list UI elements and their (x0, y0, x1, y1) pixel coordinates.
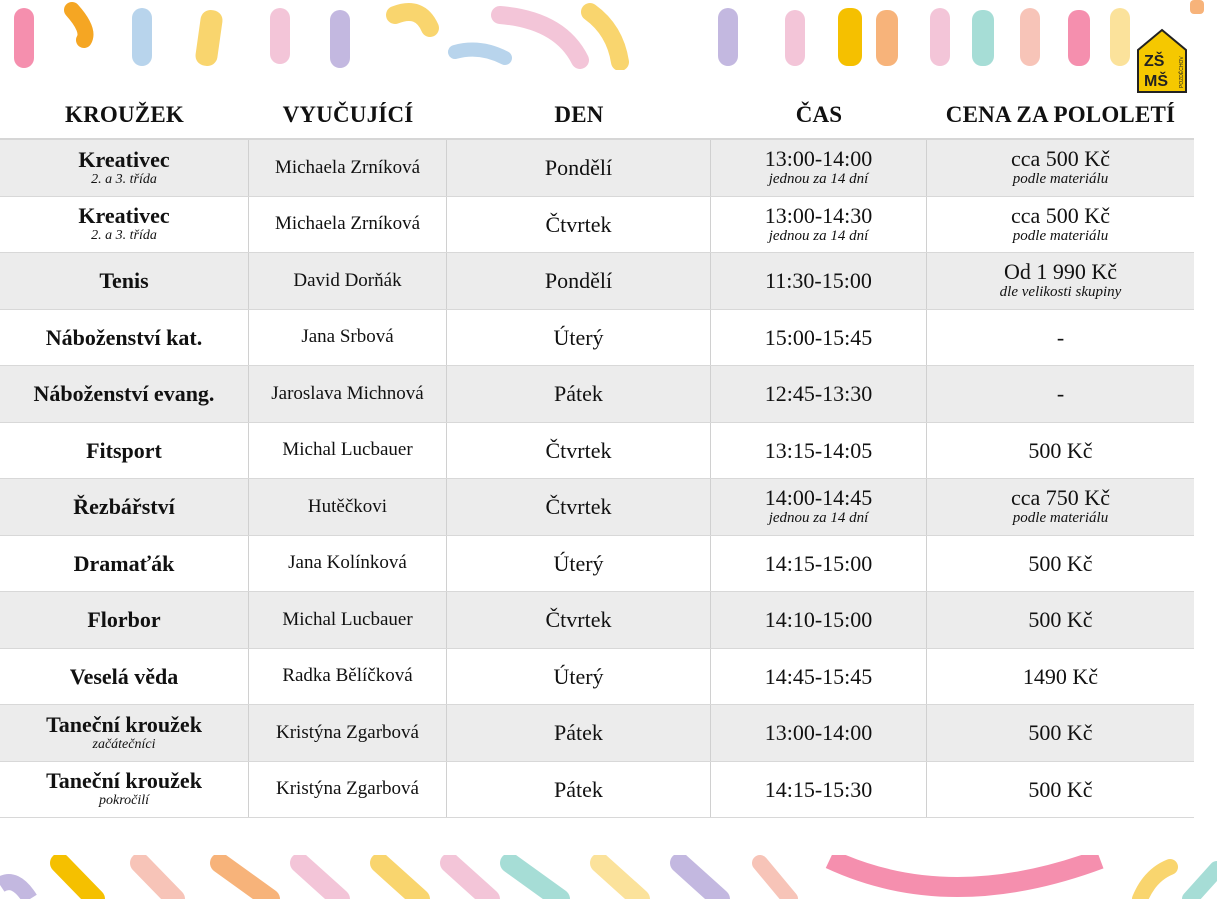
price-note: podle materiálu (1012, 227, 1109, 244)
price-value: 500 Kč (1028, 550, 1093, 576)
time-value: 15:00-15:45 (764, 324, 873, 350)
day-value: Čtvrtek (545, 607, 612, 633)
cell-teacher (249, 762, 447, 818)
day-value: Pondělí (544, 155, 613, 181)
cell-day (447, 423, 711, 479)
club-name: Řezbářství (73, 494, 175, 520)
day-value: Pátek (554, 776, 603, 802)
price-value: 500 Kč (1028, 776, 1093, 802)
teacher-name: Jana Kolínková (288, 552, 407, 574)
header-price: CENA ZA POLOLETÍ (945, 102, 1176, 127)
price-value: 1490 Kč (1022, 663, 1099, 689)
cell-teacher (249, 140, 447, 196)
table-row (0, 423, 1194, 480)
cell-teacher (249, 649, 447, 705)
price-note: podle materiálu (1012, 171, 1109, 188)
decorative-bottom-strip (0, 855, 1217, 899)
cell-time (711, 423, 927, 479)
table-row (0, 649, 1194, 706)
cell-day (447, 310, 711, 366)
cell-time (711, 310, 927, 366)
price-value: - (1056, 324, 1065, 350)
time-value: 14:45-15:45 (764, 663, 873, 689)
cell-club (0, 479, 249, 535)
club-name: Fitsport (86, 437, 162, 463)
cell-teacher (249, 253, 447, 309)
day-value: Pátek (554, 720, 603, 746)
day-value: Čtvrtek (545, 494, 612, 520)
day-value: Pátek (554, 381, 603, 407)
day-value: Čtvrtek (545, 211, 612, 237)
cell-price (927, 479, 1194, 535)
table-row (0, 366, 1194, 423)
club-name: Taneční kroužek (46, 711, 202, 737)
cell-day (447, 479, 711, 535)
cell-day (447, 366, 711, 422)
price-note: dle velikosti skupiny (999, 284, 1122, 301)
time-value: 13:00-14:00 (764, 720, 873, 746)
price-note: podle materiálu (1012, 510, 1109, 527)
day-value: Úterý (553, 324, 604, 350)
teacher-name: Michaela Zrníková (274, 156, 421, 178)
club-name: Náboženství kat. (45, 324, 203, 350)
day-value: Úterý (553, 550, 604, 576)
cell-time (711, 762, 927, 818)
time-note: jednou za 14 dní (768, 227, 869, 244)
logo-vertical: POZDĚCHOV (1179, 56, 1185, 88)
cell-time (711, 479, 927, 535)
club-name: Dramaťák (73, 550, 175, 576)
cell-teacher (249, 310, 447, 366)
cell-time (711, 366, 927, 422)
header-time: ČAS (795, 102, 843, 127)
cell-price (927, 140, 1194, 196)
table-row (0, 536, 1194, 593)
teacher-name: Kristýna Zgarbová (276, 778, 419, 800)
cell-club (0, 310, 249, 366)
cell-day (447, 197, 711, 253)
club-name: Florbor (87, 607, 161, 633)
club-subtitle: začátečníci (92, 736, 156, 752)
cell-time (711, 705, 927, 761)
header-teacher: VYUČUJÍCÍ (282, 102, 414, 127)
table-row (0, 140, 1194, 197)
cell-teacher (249, 366, 447, 422)
logo-zs: ZŠ (1144, 53, 1165, 70)
cell-day (447, 762, 711, 818)
price-value: cca 500 Kč (1011, 202, 1110, 228)
cell-day (447, 705, 711, 761)
time-value: 13:15-14:05 (764, 437, 873, 463)
table-row (0, 592, 1194, 649)
table-row (0, 479, 1194, 536)
cell-price (927, 366, 1194, 422)
day-value: Pondělí (544, 268, 613, 294)
time-note: jednou za 14 dní (768, 510, 869, 527)
time-value: 13:00-14:00 (764, 146, 873, 172)
cell-time (711, 140, 927, 196)
teacher-name: Hutěčkovi (307, 495, 388, 517)
cell-club (0, 649, 249, 705)
club-subtitle: 2. a 3. třída (91, 228, 157, 244)
cell-time (711, 536, 927, 592)
price-value: 500 Kč (1028, 720, 1093, 746)
cell-price (927, 197, 1194, 253)
time-value: 11:30-15:00 (765, 268, 872, 294)
cell-club (0, 705, 249, 761)
header-day: DEN (554, 102, 604, 127)
time-value: 13:00-14:30 (764, 202, 873, 228)
day-value: Úterý (553, 663, 604, 689)
club-name: Tenis (99, 268, 149, 294)
time-value: 14:15-15:00 (764, 550, 873, 576)
club-name: Kreativec (78, 146, 170, 172)
cell-club (0, 592, 249, 648)
price-value: 500 Kč (1028, 437, 1093, 463)
cell-day (447, 536, 711, 592)
cell-time (711, 197, 927, 253)
cell-price (927, 253, 1194, 309)
price-value: 500 Kč (1028, 607, 1093, 633)
price-value: cca 500 Kč (1011, 146, 1110, 172)
teacher-name: Radka Bělíčková (282, 665, 413, 687)
cell-price (927, 310, 1194, 366)
cell-teacher (249, 592, 447, 648)
club-table (0, 140, 1194, 818)
cell-teacher (249, 479, 447, 535)
time-value: 14:10-15:00 (764, 607, 873, 633)
teacher-name: Michal Lucbauer (282, 608, 413, 630)
cell-club (0, 253, 249, 309)
teacher-name: Michal Lucbauer (282, 439, 413, 461)
club-subtitle: pokročilí (98, 793, 150, 809)
table-row (0, 705, 1194, 762)
cell-teacher (249, 197, 447, 253)
club-subtitle: 2. a 3. třída (91, 171, 157, 187)
cell-club (0, 366, 249, 422)
table-row (0, 197, 1194, 254)
school-logo (1136, 28, 1188, 94)
cell-club (0, 536, 249, 592)
logo-ms: MŠ (1144, 73, 1168, 90)
cell-price (927, 649, 1194, 705)
time-value: 14:00-14:45 (764, 485, 873, 511)
club-name: Taneční kroužek (46, 768, 202, 794)
cell-teacher (249, 536, 447, 592)
club-name: Náboženství evang. (33, 381, 215, 407)
cell-club (0, 197, 249, 253)
teacher-name: Kristýna Zgarbová (276, 721, 419, 743)
cell-day (447, 649, 711, 705)
cell-day (447, 253, 711, 309)
price-value: cca 750 Kč (1011, 485, 1110, 511)
cell-day (447, 592, 711, 648)
table-row (0, 762, 1194, 819)
time-value: 14:15-15:30 (764, 776, 873, 802)
cell-price (927, 592, 1194, 648)
cell-price (927, 423, 1194, 479)
time-value: 12:45-13:30 (764, 381, 873, 407)
cell-teacher (249, 705, 447, 761)
teacher-name: Michaela Zrníková (274, 213, 421, 235)
cell-price (927, 705, 1194, 761)
cell-time (711, 592, 927, 648)
cell-price (927, 762, 1194, 818)
cell-time (711, 253, 927, 309)
cell-time (711, 649, 927, 705)
teacher-name: Jana Srbová (301, 326, 394, 348)
table-row (0, 253, 1194, 310)
club-name: Kreativec (78, 203, 170, 229)
cell-club (0, 140, 249, 196)
cell-price (927, 536, 1194, 592)
price-value: - (1056, 381, 1065, 407)
teacher-name: Jaroslava Michnová (271, 382, 424, 404)
header-name: KROUŽEK (65, 102, 184, 127)
cell-club (0, 423, 249, 479)
club-name: Veselá věda (69, 663, 179, 689)
price-value: Od 1 990 Kč (1003, 259, 1118, 285)
time-note: jednou za 14 dní (768, 171, 869, 188)
cell-teacher (249, 423, 447, 479)
table-header (0, 92, 1194, 138)
cell-day (447, 140, 711, 196)
cell-club (0, 762, 249, 818)
decorative-top-strip (0, 0, 1217, 70)
day-value: Čtvrtek (545, 437, 612, 463)
teacher-name: David Dorňák (293, 269, 402, 291)
table-row (0, 310, 1194, 367)
